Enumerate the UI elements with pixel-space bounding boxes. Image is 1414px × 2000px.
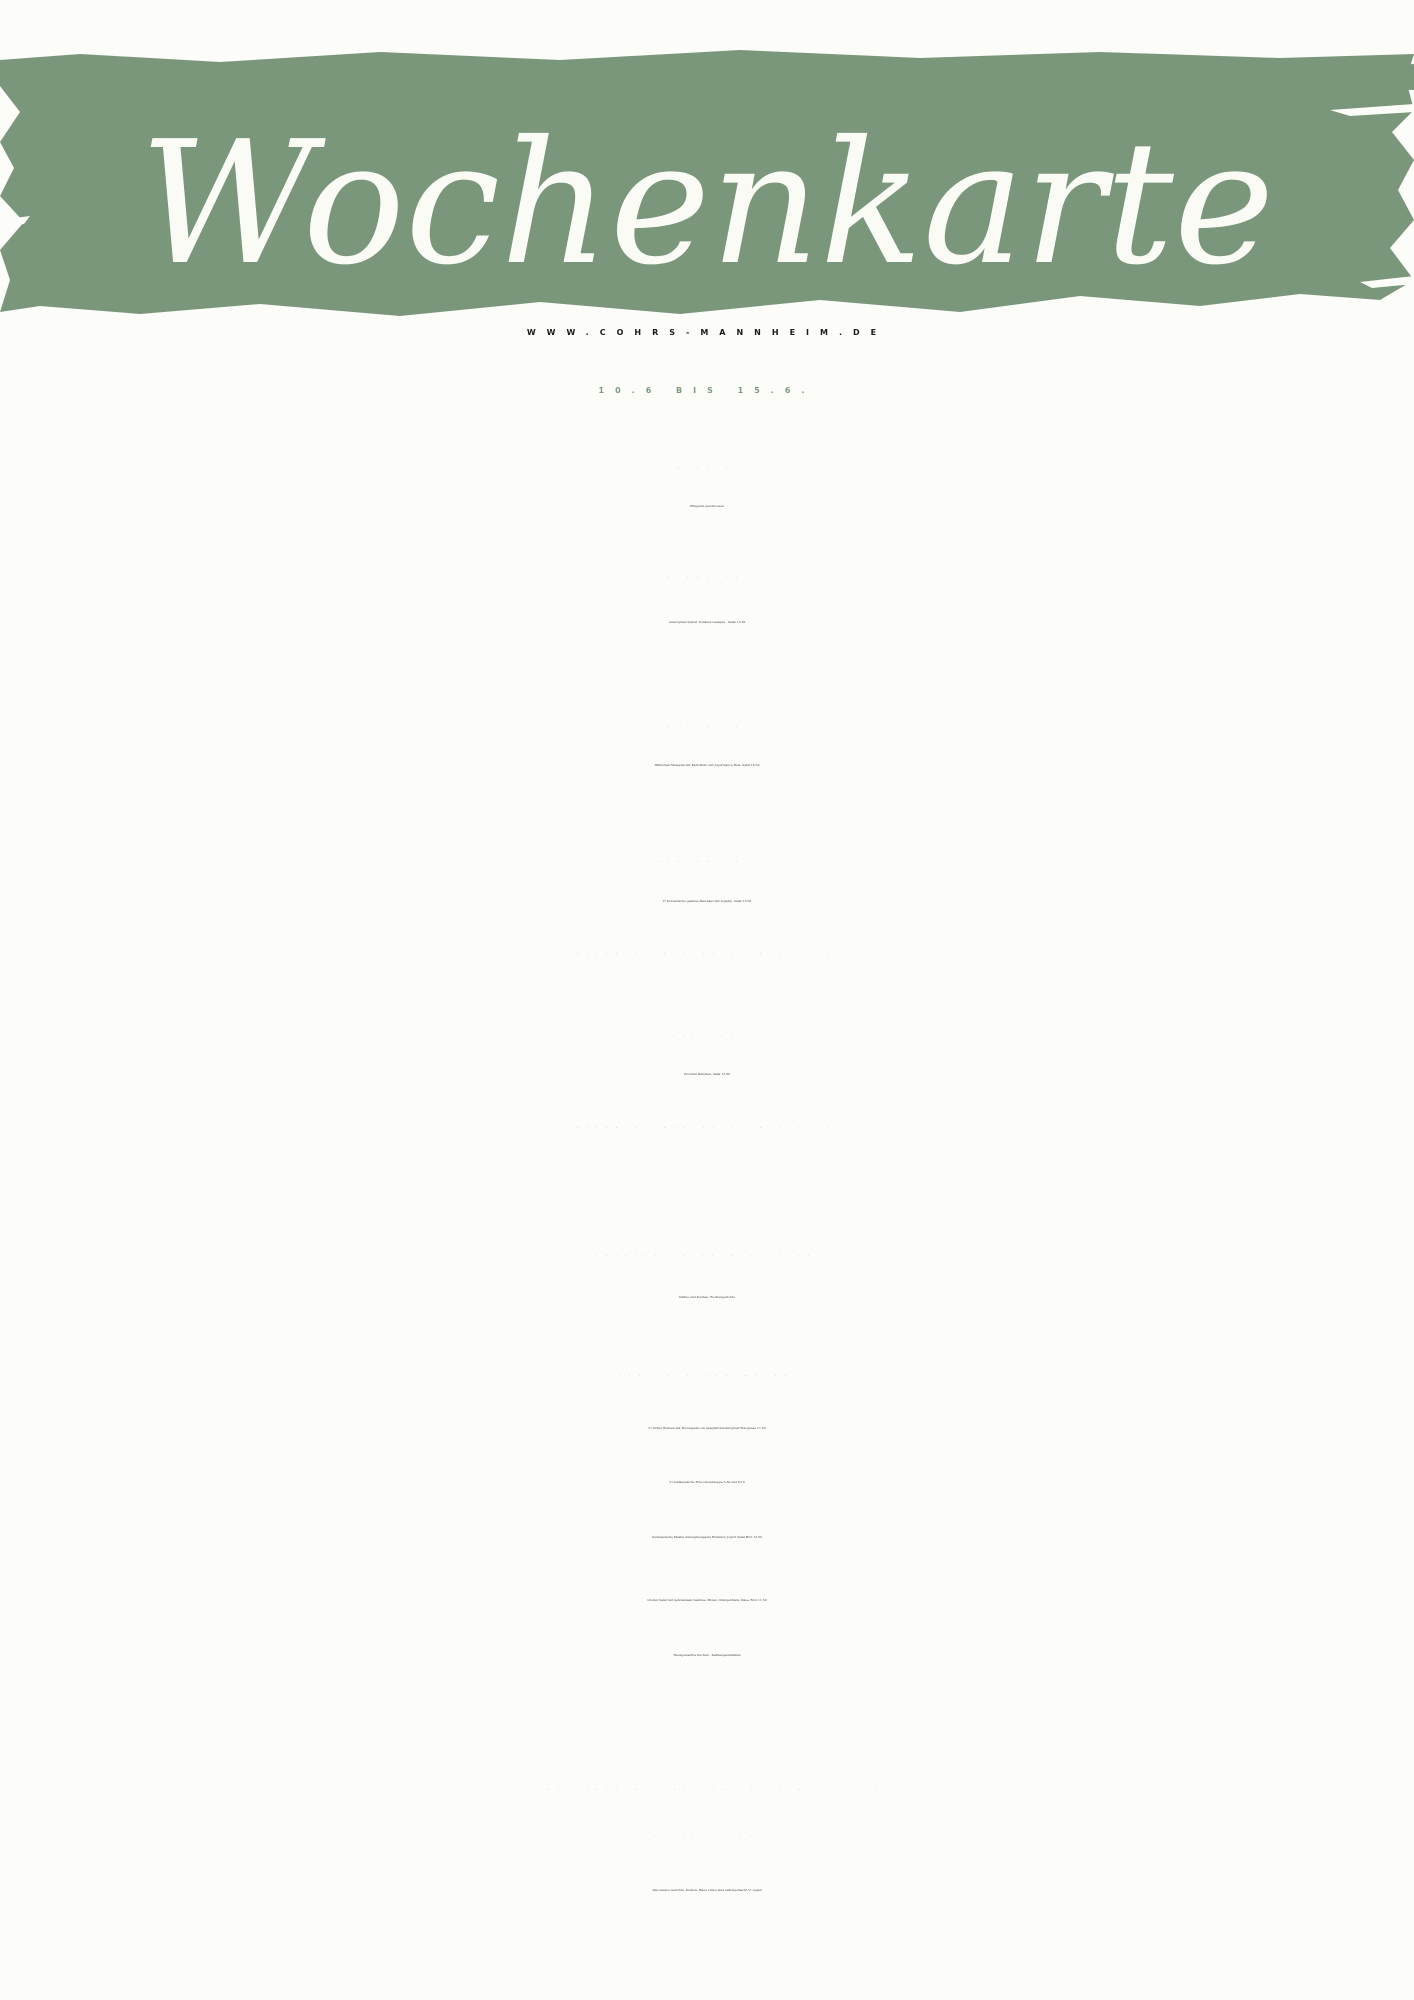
weekly-dish-1: V! Grüne Bohnen mit Rucolapesto an Spaghetti/Auberginen Bolognese 11,50 (648, 1426, 766, 1430)
day-heading-mittwoch: MITTWOCH (667, 727, 747, 728)
day-heading-dienstag: DIENSTAG (668, 578, 746, 579)
weekly-dish-5: Hausgemachte Kuchen , Kaffeespezialitäten (673, 1653, 741, 1657)
opening-hours: COHRS GEÖFFNET MO- FR 12:00 BIS 17:00 (528, 1790, 886, 1791)
brush-stroke-background (0, 50, 1414, 320)
weekly-dish-3: Sudanesische Falafel Auberginenpaste Hummus Jogurt Salat Brot 13,50 (652, 1535, 762, 1539)
menu-item-montag: Pfingsten geschlossen (690, 504, 724, 508)
page-title: Wochenkarte (139, 105, 1275, 303)
menu-item-dienstag: Auberginen Spinat Tomaten Lasagne , Salat 13,50 (668, 620, 746, 624)
menu-item-donnerstag: V! Koreanische gemüse Pancakes mit Sojadip, Salat 13,50 (662, 899, 752, 903)
day-heading-freitag: FREITAG (673, 1036, 741, 1037)
menu-item-freitag: Zucchini Buletten, Salat 13,50 (683, 1072, 731, 1076)
date-range: 10.6 BIS 15.6. (598, 386, 816, 395)
day-heading-sonntag: SONNTAG 15:00 BIS 19:00 (596, 1256, 818, 1257)
title-banner (0, 50, 1414, 320)
menu-item-sonntag: Kaffee und Kuchen, Wochengerichte (679, 1295, 735, 1299)
bar-note-freitag: BUKOWSKI BAR 20:00 BIS 1:00 (576, 1128, 838, 1129)
day-heading-montag: MONTAG (677, 468, 737, 469)
bar-note-donnerstag: BUKOWSKI BAR 20:00 BIS 1:00 (576, 954, 838, 955)
day-heading-donnerstag: DONNERSTAG (658, 862, 756, 863)
opening-hours-sunday: SO 15-19:00 (654, 1836, 760, 1837)
weekly-dish-4: Großer Salat mit gebratenem Gemüse, Pilzen, Orangenfilets, Käse, Brot 11,50 (647, 1598, 767, 1602)
menu-item-mittwoch: Hähnchen Malaysia mit Kartoffeln und Jogurtsauce Reis, Salat 14,50 (654, 763, 760, 767)
weekly-dishes-heading: GERICHTE DER WOCHE (619, 1376, 795, 1377)
website-url: WWW.COHRS-MANNHEIM.DE (526, 328, 888, 337)
weekly-dish-2: V! Sudanesische Rote Linsensuppe 5,30 und 8,10 (669, 1480, 745, 1484)
footer-note: Alle unsere Gerichte, Kuchen, Haus Limos sind selbstgemacht V! vegan (652, 1888, 762, 1892)
